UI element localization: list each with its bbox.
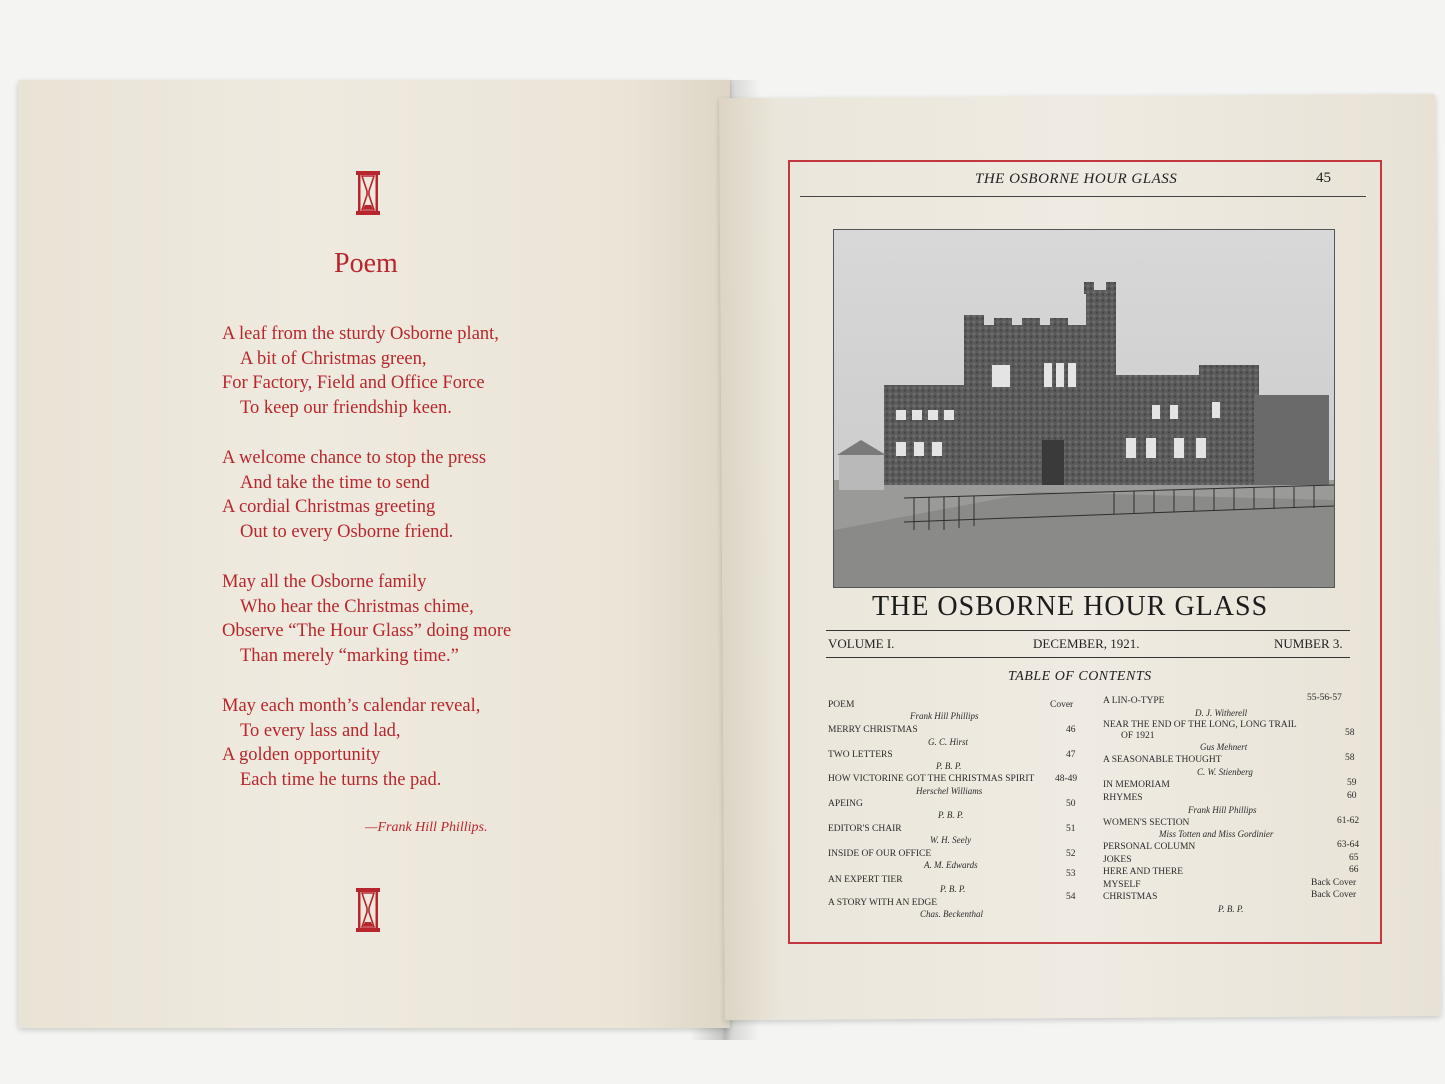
toc-entry-page: 65 bbox=[1349, 853, 1359, 863]
toc-entry bbox=[1103, 853, 1359, 865]
toc-entry-page: 53 bbox=[1066, 869, 1076, 879]
toc-entry-page: 46 bbox=[1066, 725, 1076, 735]
toc-entry-page: Back Cover bbox=[1311, 890, 1357, 900]
toc-entry-page: 48-49 bbox=[1055, 774, 1078, 784]
poem-stanza-2 bbox=[222, 446, 486, 544]
toc-entry-title: CHRISTMAS bbox=[1103, 892, 1158, 902]
toc-entry-page: 58 bbox=[1345, 728, 1355, 738]
toc-entry-title: A LIN-O-TYPE bbox=[1103, 696, 1165, 706]
toc-entry bbox=[828, 799, 1076, 809]
toc-entry-title: JOKES bbox=[1103, 855, 1132, 865]
toc-entry-page: 63-64 bbox=[1337, 840, 1360, 850]
toc-entry-author: Herschel Williams bbox=[916, 786, 983, 796]
toc-entry bbox=[1103, 753, 1355, 765]
toc-entry-title: POEM bbox=[828, 700, 855, 710]
toc-entry-page: 54 bbox=[1066, 892, 1076, 902]
poem-title: Poem bbox=[334, 248, 398, 279]
toc-entry-title: IN MEMORIAM bbox=[1103, 780, 1170, 790]
hourglass-icon bbox=[356, 171, 380, 215]
toc-entry-title: HERE AND THERE bbox=[1103, 867, 1184, 877]
poem-line: Than merely “marking time.” bbox=[240, 645, 459, 666]
volume-bar bbox=[826, 630, 1350, 658]
toc-entry-author: Frank Hill Phillips bbox=[910, 711, 979, 721]
masthead-title: THE OSBORNE HOUR GLASS bbox=[872, 591, 1269, 622]
toc-entry-page: 58 bbox=[1345, 753, 1355, 763]
poem-line: May each month’s calendar reveal, bbox=[222, 696, 481, 716]
toc-entry-title: WOMEN'S SECTION bbox=[1103, 818, 1190, 828]
toc-entry-title: EDITOR'S CHAIR bbox=[828, 824, 902, 834]
toc-entry-author: Miss Totten and Miss Gordinier bbox=[1159, 829, 1274, 839]
toc-entry-author: G. C. Hirst bbox=[928, 737, 969, 747]
toc-entry-page: 47 bbox=[1066, 750, 1076, 760]
toc-entry bbox=[828, 824, 1076, 834]
toc-entry bbox=[1103, 778, 1357, 790]
toc-entry-page: 60 bbox=[1347, 791, 1357, 801]
toc-entry-continuation bbox=[1121, 731, 1155, 741]
toc-entry-title: PERSONAL COLUMN bbox=[1103, 842, 1196, 852]
toc-entry bbox=[828, 774, 1078, 784]
toc-entry-title: MYSELF bbox=[1103, 880, 1141, 890]
toc-entry bbox=[828, 892, 1076, 908]
toc-entry-title: HOW VICTORINE GOT THE CHRISTMAS SPIRIT bbox=[828, 774, 1035, 784]
poem-line: Out to every Osborne friend. bbox=[240, 521, 454, 542]
poem-line: To every lass and lad, bbox=[240, 720, 401, 741]
toc-entry-title: A STORY WITH AN EDGE bbox=[828, 898, 938, 908]
toc-entry-page: Back Cover bbox=[1311, 878, 1357, 888]
toc-entry bbox=[828, 869, 1076, 885]
poem-line: For Factory, Field and Office Force bbox=[222, 373, 485, 393]
left-page bbox=[18, 80, 730, 1028]
toc-entry-title: APEING bbox=[828, 799, 863, 809]
poem-line: To keep our friendship keen. bbox=[240, 397, 452, 418]
poem-line: A bit of Christmas green, bbox=[240, 348, 427, 369]
toc-entry-author: W. H. Seely bbox=[930, 835, 972, 845]
poem-stanza-1 bbox=[222, 322, 499, 420]
poem-line: A golden opportunity bbox=[222, 745, 381, 765]
volume-label: VOLUME I. bbox=[828, 636, 895, 651]
toc-entry-page: 50 bbox=[1066, 799, 1076, 809]
poem-signature: —Frank Hill Phillips. bbox=[365, 820, 488, 835]
toc-entry bbox=[828, 849, 1076, 859]
toc-entry-author: D. J. Witherell bbox=[1195, 708, 1248, 718]
toc-entry bbox=[1103, 878, 1357, 890]
toc-entry-page: 52 bbox=[1066, 849, 1076, 859]
toc-entry-page: 61-62 bbox=[1337, 816, 1360, 826]
toc-entry bbox=[828, 725, 1076, 735]
poem-stanza-3 bbox=[222, 570, 511, 668]
toc-entry-title: A SEASONABLE THOUGHT bbox=[1103, 755, 1222, 765]
toc-entry-title: AN EXPERT TIER bbox=[828, 875, 903, 885]
hourglass-icon bbox=[356, 888, 380, 932]
page-number: 45 bbox=[1316, 170, 1331, 186]
toc-entry-title: OF 1921 bbox=[1121, 731, 1155, 741]
poem-line: Observe “The Hour Glass” doing more bbox=[222, 621, 512, 641]
toc-entry-author: Gus Mehnert bbox=[1200, 742, 1248, 752]
toc-entry-title: NEAR THE END OF THE LONG, LONG TRAIL bbox=[1103, 720, 1297, 730]
toc-entry bbox=[828, 700, 1074, 710]
issue-date: DECEMBER, 1921. bbox=[1033, 636, 1140, 651]
toc-entry-author: Chas. Beckenthal bbox=[920, 909, 983, 919]
toc-entry bbox=[1103, 791, 1357, 803]
toc-entry bbox=[1103, 890, 1357, 902]
poem-line: A leaf from the sturdy Osborne plant, bbox=[222, 324, 499, 344]
poem-line: A cordial Christmas greeting bbox=[222, 497, 436, 517]
running-head: THE OSBORNE HOUR GLASS bbox=[975, 171, 1178, 187]
toc-entry-author: P. B. P. bbox=[936, 761, 962, 771]
poem-line: Each time he turns the pad. bbox=[240, 769, 442, 790]
toc-entry bbox=[828, 750, 1076, 760]
toc-entry-page: 51 bbox=[1066, 824, 1076, 834]
poem-line: And take the time to send bbox=[240, 472, 430, 493]
toc-entry-page: 59 bbox=[1347, 778, 1357, 788]
toc-entry-title: INSIDE OF OUR OFFICE bbox=[828, 849, 932, 859]
toc-entry-page: Cover bbox=[1050, 700, 1074, 710]
toc-entry bbox=[1103, 693, 1342, 706]
poem-line: Who hear the Christmas chime, bbox=[240, 596, 474, 617]
toc-entry-author: A. M. Edwards bbox=[924, 860, 978, 870]
toc-entry-author: P. B. P. bbox=[938, 810, 964, 820]
toc-title: TABLE OF CONTENTS bbox=[1008, 669, 1152, 684]
toc-entry bbox=[1103, 840, 1360, 852]
toc-entry-title: TWO LETTERS bbox=[828, 750, 893, 760]
building-photo bbox=[833, 229, 1335, 588]
poem-line: A welcome chance to stop the press bbox=[222, 448, 487, 468]
poem-stanza-4 bbox=[222, 694, 480, 792]
poem-line: May all the Osborne family bbox=[222, 572, 427, 592]
toc-entry-author: P. B. P. bbox=[1218, 904, 1244, 914]
toc-entry-page: 55-56-57 bbox=[1307, 693, 1342, 703]
issue-number: NUMBER 3. bbox=[1274, 636, 1343, 651]
toc-entry-title: RHYMES bbox=[1103, 793, 1143, 803]
toc-entry-author: C. W. Stienberg bbox=[1197, 767, 1253, 777]
toc-entry bbox=[1103, 865, 1359, 877]
toc-entry-page: 66 bbox=[1349, 865, 1359, 875]
toc-entry-title: MERRY CHRISTMAS bbox=[828, 725, 918, 735]
toc-entry-author: Frank Hill Phillips bbox=[1188, 805, 1257, 815]
toc-entry bbox=[1103, 816, 1360, 828]
toc-entry-author: P. B. P. bbox=[940, 884, 966, 894]
